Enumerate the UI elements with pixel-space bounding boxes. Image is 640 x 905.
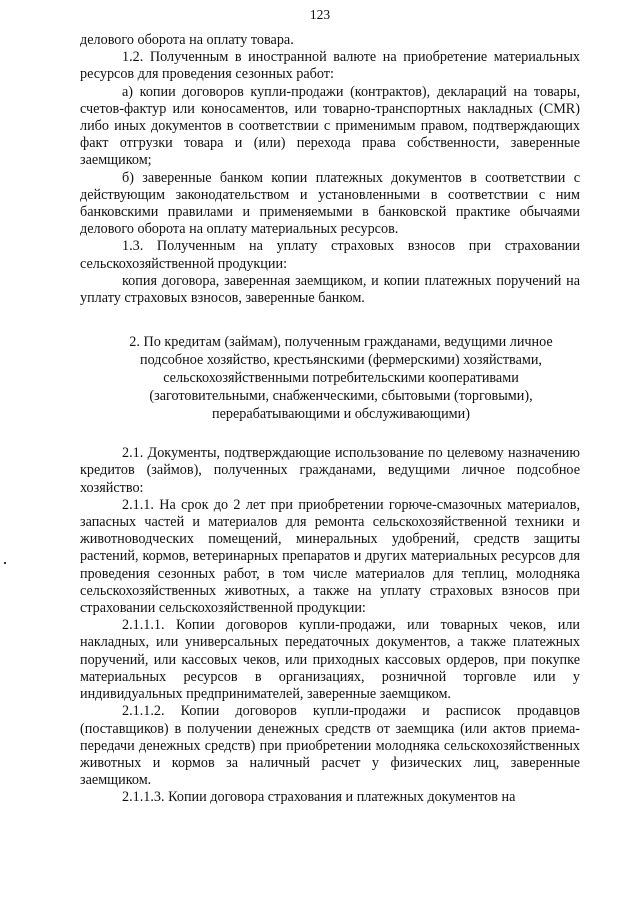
spacer (80, 423, 580, 445)
section-2-heading-line: перерабатывающими и обслуживающими) (212, 406, 470, 423)
paragraph-1-2: 1.2. Полученным в иностранной валюте на приобретение материальных ресурсов для проведения сезонных работ: (80, 49, 580, 83)
paragraph-1-3: 1.3. Полученным на уплату страховых взносов при страховании сельскохозяйственной продукции: (80, 238, 580, 272)
paragraph-1-3-text: копия договора, заверенная заемщиком, и копии платежных поручений на уплату страховых взносов, заверенные банком. (80, 272, 580, 307)
paragraph-2-1-1-2: 2.1.1.2. Копии договоров купли-продажи и расписок продавцов (поставщиков) в получении денежных средств от заемщика (или актов приема-передачи денежных средств) при приобретении молодняка сельскохозяйственных животных и кормов за наличный расчет у физических лиц, заверенные заемщиком. (80, 703, 580, 789)
spacer (80, 307, 580, 333)
paragraph-2-1-1-1: 2.1.1.1. Копии договоров купли-продажи, или товарных чеков, или накладных, или универсальных передаточных документов, а также платежных поручений, или кассовых чеков, или приходных кассовых ордеров, при покупке материальных ресурсов в организациях, розничной торговле или у индивидуальных предпринимателей, заверенные заемщиком. (80, 617, 580, 703)
document-body (80, 32, 580, 807)
paragraph-2-1-1: 2.1.1. На срок до 2 лет при приобретении горюче-смазочных материалов, запасных частей и материалов для ремонта сельскохозяйственной техники и животноводческих помещений, минеральных удобрений, средств защиты растений, кормов, ветеринарных препаратов и других материальных ресурсов для проведения сезонных работ, в том числе материалов для теплиц, молодняка сельскохозяйственных животных, а также на уплату страховых взносов при страховании сельскохозяйственной продукции: (80, 496, 580, 617)
paragraph-continuation: делового оборота на оплату товара. (80, 32, 294, 48)
paragraph-2-1-1-3: 2.1.1.3. Копии договора страхования и платежных документов на (122, 789, 516, 806)
paragraph-1-2-a: а) копии договоров купли-продажи (контрактов), деклараций на товары, счетов-фактур или коносаментов, или товарно-транспортных накладных (CMR) либо иных документов в соответствии с применимым правом, подтверждающих факт отгрузки товара и (или) перехода права собственности, заверенные заемщиком; (80, 83, 580, 169)
paragraph-1-2-b: б) заверенные банком копии платежных документов в соответствии с действующим законодательством и установленными в соответствии с ним банковскими правилами и применяемыми в банковской практике обычаями делового оборота на оплату материальных ресурсов. (80, 169, 580, 238)
section-2-heading-line: подсобное хозяйство, крестьянскими (фермерскими) хозяйствами, (140, 352, 542, 369)
section-2-heading-line: 2. По кредитам (займам), полученным гражданами, ведущими личное (129, 334, 553, 351)
margin-mark (4, 562, 6, 564)
paragraph-2-1: 2.1. Документы, подтверждающие использование по целевому назначению кредитов (займов), полученных гражданами, ведущими личное подсобное хозяйство: (80, 445, 580, 496)
section-2-heading (80, 333, 580, 423)
section-2-heading-line: (заготовительными, снабженческими, сбытовыми (торговыми), (149, 388, 533, 405)
page-number: 123 (309, 7, 331, 22)
section-2-heading-line: сельскохозяйственными потребительскими кооперативами (163, 370, 519, 387)
